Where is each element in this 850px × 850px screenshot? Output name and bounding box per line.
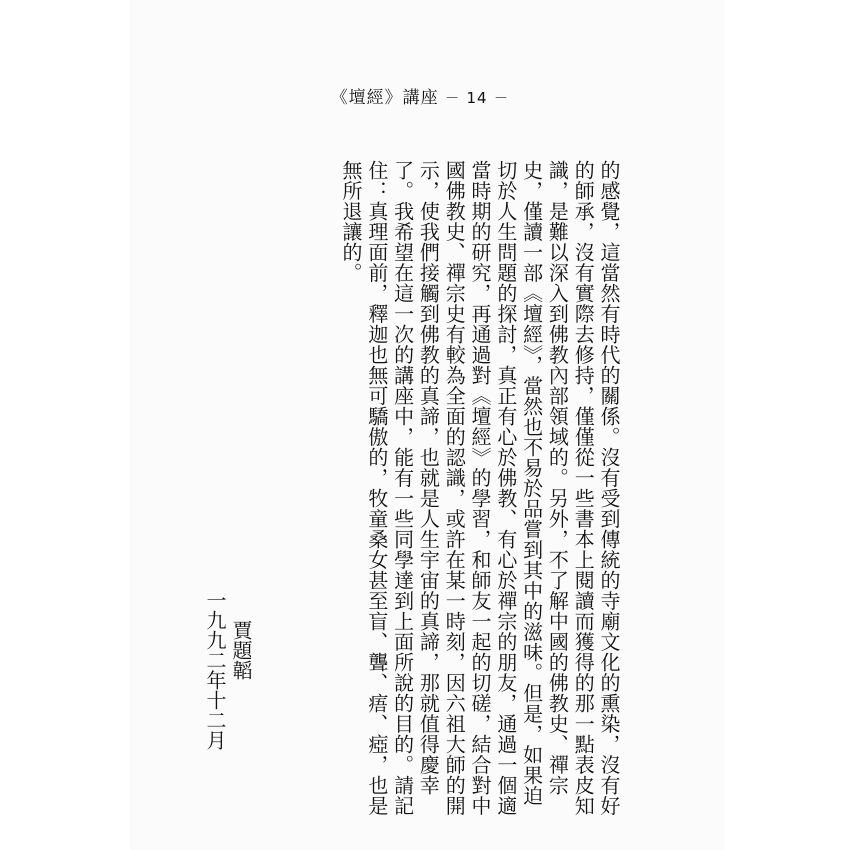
text-column-11: 無所退讓的。 — [339, 160, 364, 283]
text-column-6: 當時期的研究，再通過對《壇經》的學習，和師友一起的切磋，結合對中 — [468, 160, 493, 816]
text-column-1: 的感覺，這當然有時代的關係。沒有受到傳統的寺廟文化的熏染，沒有好 — [597, 160, 621, 816]
text-column-5: 切於人生問題的探討，真正有心於佛教、有心於禪宗的朋友，通過一個適 — [493, 160, 518, 816]
text-column-3: 識，是難以深入到佛教內部領域的。另外，不了解中國的佛教史、禪宗 — [545, 160, 570, 796]
running-header — [331, 88, 509, 109]
page-number: 14 — [466, 89, 488, 107]
text-column-2: 的師承，沒有實際去修持，僅僅從一些書本上閱讀而獲得的那一點表皮知 — [571, 160, 596, 816]
text-column-9: 了。我希望在這一次的講座中，能有一些同學達到上面所說的目的。請記 — [390, 160, 415, 816]
body-text — [337, 160, 621, 816]
text-column-10: 住：真理面前，釋迦也無可驕傲的，牧童桑女甚至盲、聾、痦、瘂，也是 — [364, 160, 389, 816]
text-column-8: 示，使我們接觸到佛教的真諦，也就是人生宇宙的真諦，那就值得慶幸 — [416, 160, 441, 796]
header-dash-left: － — [445, 91, 461, 107]
text-column-4: 史，僅讀一部《壇經》，當然也不易於品嘗到其中的滋味。但是，如果迫 — [519, 160, 544, 806]
header-title: 《壇經》講座 — [330, 88, 439, 108]
signature-block — [202, 590, 254, 750]
header-dash-right: － — [494, 91, 509, 107]
text-column-7: 國佛教史、禪宗史有較為全面的認識，或許在某一時刻，因六祖大師的開 — [442, 160, 467, 816]
author-name: 賈題韜 — [229, 620, 253, 680]
signature-date: 一九九二年十二月 — [203, 590, 227, 750]
